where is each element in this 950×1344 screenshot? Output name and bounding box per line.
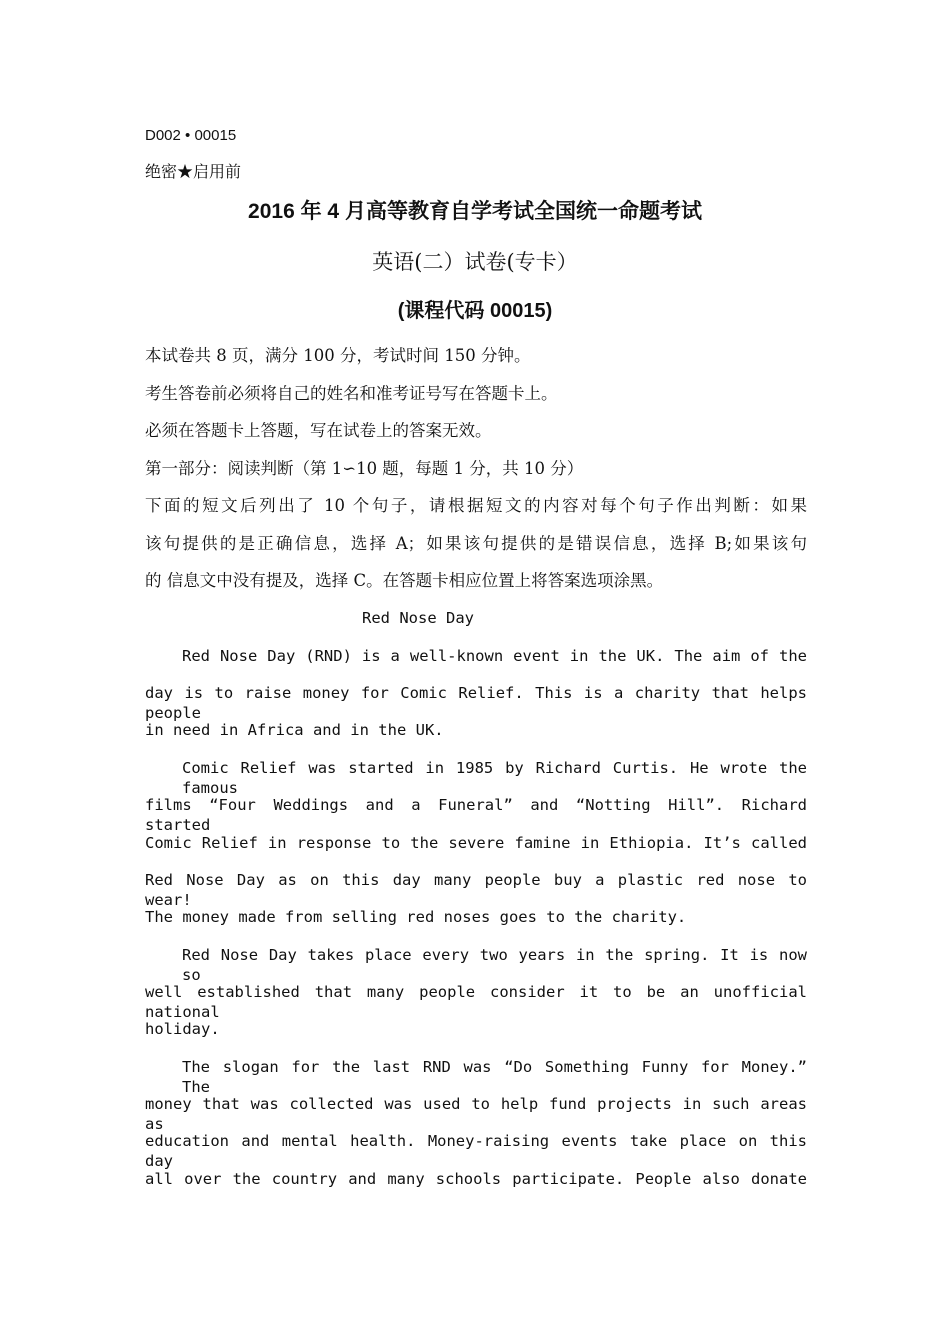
instruction-line: 本试卷共 8 页，满分 100 分，考试时间 150 分钟。 [145,346,531,365]
passage-line: day is to raise money for Comic Relief. This is a charity that helps people [145,684,807,722]
course-code: (课程代码 00015) [397,300,553,322]
passage-line: Comic Relief was started in 1985 by Richard Curtis. He wrote the famous [182,759,807,797]
passage-line: in need in Africa and in the UK. [145,721,444,739]
instruction-line: 下面的短文后列出了 10 个句子，请根据短文的内容对每个句子作出判断：如果 [145,496,807,515]
passage-line: well established that many people consider it to be an unofficial national [145,983,807,1021]
paper-title: 英语(二）试卷(专卡） [372,250,578,274]
passage-line: Red Nose Day (RND) is a well-known event in the UK. The aim of the [182,647,807,665]
passage-line: The slogan for the last RND was “Do Something Funny for Money.” The [182,1058,807,1096]
instruction-line: 该句提供的是正确信息，选择 A；如果该句提供的是错误信息，选择 B;如果该句 [145,534,807,553]
passage-line: holiday. [145,1020,220,1038]
passage-line: The money made from selling red noses goes to the charity. [145,908,687,926]
section-heading: 第一部分：阅读判断（第 1∽10 题，每题 1 分，共 10 分） [145,459,584,478]
passage-line: Red Nose Day as on this day many people buy a plastic red nose to wear! [145,871,807,909]
passage-line: education and mental health. Money-raising events take place on this day [145,1132,807,1170]
passage-line: Red Nose Day takes place every two years in the spring. It is now so [182,946,807,984]
passage-line: films “Four Weddings and a Funeral” and “Notting Hill”. Richard started [145,796,807,834]
passage-line: money that was collected was used to help fund projects in such areas as [145,1095,807,1133]
passage-line: Comic Relief in response to the severe famine in Ethiopia. It’s called [145,834,807,852]
paper-code: D002 • 00015 [145,127,237,144]
passage-line: all over the country and many schools participate. People also donate [145,1170,807,1188]
instruction-line: 考生答卷前必须将自己的姓名和准考证号写在答题卡上。 [145,384,558,403]
instruction-line: 的 信息文中没有提及，选择 C。在答题卡相应位置上将答案选项涂黑。 [145,571,664,590]
passage-title: Red Nose Day [362,609,474,627]
secrecy-label: 绝密★启用前 [145,162,242,181]
exam-title: 2016 年 4 月高等教育自学考试全国统一命题考试 [248,200,702,223]
instruction-line: 必须在答题卡上答题，写在试卷上的答案无效。 [145,421,492,440]
